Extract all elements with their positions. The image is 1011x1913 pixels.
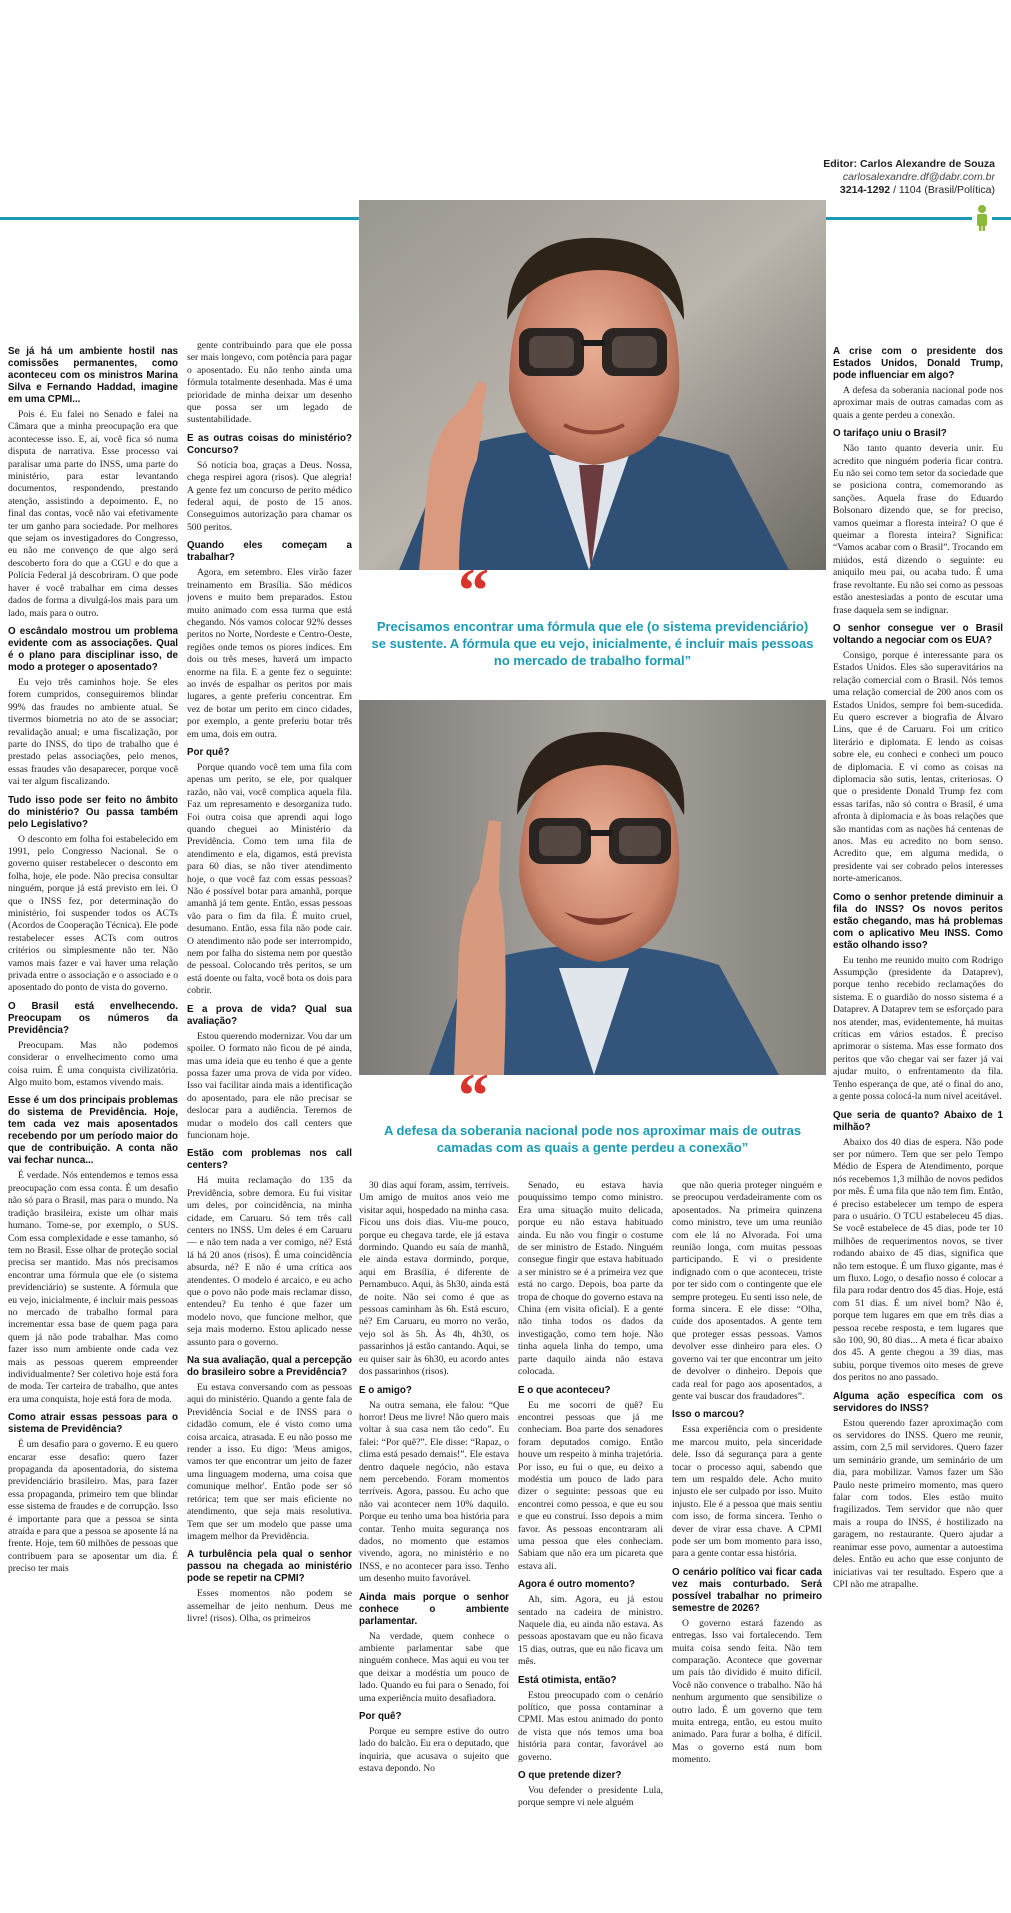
interview-answer: Na outra semana, ele falou: “Que horror! Deus me livre! Não quero mais voltar à sua casa nem tão cedo”. Eu falei: “Por quê?”. Ele disse: “Rapaz, o clima está pesado demais!”. Ele estava dentro daquele negócio, não estava nem percebendo. Foram momentos terríveis. Agora, passou. Eu acho que não vai acontecer nem 10% daquilo. Porque eu tenho uma boa história para contar. Tenho muita segurança nos dados, no momento que estamos vivendo, agora, no ministério e no INSS, e no acontecer para isso. Tenho um desenho muito favorável. <box>359 1399 509 1585</box>
interview-answer: Esses momentos não podem se assemelhar de jeito nenhum. Deus me livre! (risos). Olha, os primeiros <box>187 1588 352 1625</box>
portrait-photo-bottom <box>359 700 826 1075</box>
interview-question: Isso o marcou? <box>672 1409 745 1421</box>
interview-question: O que pretende dizer? <box>518 1770 622 1782</box>
interview-answer: Eu vejo três caminhos hoje. Se eles forem cumpridos, conseguiremos blindar 99% das fraudes no ambiente atual. Se tivermos biometria no ato de se associar; revalidação anual; e uma fiscalização, por parte do INSS, do tipo de trabalho que é prestado pelas associações, pelo menos, essas fraudes vão desaparecer, porque você vai ter algum fiscalizando. <box>8 676 178 788</box>
interview-answer: Não tanto quanto deveria unir. Eu acredito que ninguém poderia ficar contra. Eu não sei como tem setor da sociedade que se posiciona contra, comemorando as sanções. Aquela frase do Eduardo Bolsonaro dizendo que, se for preciso, vamos queimar a floresta inteira? O que é queimar a floresta inteira? Significa: “Vamos acabar com o Brasil”. Trocando em miúdos, está dizendo o seguinte: eu aniquilo meu pai, ou acaba tudo. É uma frase revoltante. Eu não sei como as pessoas estão anestesiadas a ponto de escutar uma frase daquela sem se indignar. <box>833 443 1003 616</box>
article-column-6 <box>833 340 1003 1905</box>
interview-question: O tarifaço uniu o Brasil? <box>833 428 947 440</box>
interview-answer: Há muita reclamação do 135 da Previdência, sobre demora. Eu fui visitar um deles, por coincidência, na minha cidade, em Caruaru. Só tem três call centers no INSS. Um deles é em Caruaru — e não tem nada a ver comigo, né? Está lá há 20 anos (risos). É uma coincidência absurda, né? E não é uma crítica aos atendentes. O modelo é arcaico, e eu acho que o povo não pode mais reclamar disso, entendeu? Eu tenho é que fazer um modelo novo, que funcione melhor, que seja mais moderno. Estou aplicado nesse assunto para o governo. <box>187 1175 352 1348</box>
interview-answer: Estou preocupado com o cenário político, que possa contaminar a CPMI. Mas estou animado do ponto de vista que nós temos uma boa história para contar, favorável ao governo. <box>518 1689 663 1763</box>
interview-question: A crise com o presidente dos Estados Unidos, Donald Trump, pode influenciar em algo? <box>833 346 1003 381</box>
interview-question: Estão com problemas nos call centers? <box>187 1148 352 1172</box>
interview-question: Quando eles começam a trabalhar? <box>187 540 352 564</box>
interview-answer: É um desafio para o governo. E eu quero encarar esse desafio: quero fazer propaganda da aposentadoria, do sistema previdenciário brasileiro. Mas, para fazer essa propaganda, primeiro tem que blindar esse sistema de fraudes e de corrupção. Isso é importante para que a pessoa se sinta atraída e para que a pessoa se aposente lá na frente. Hoje, tem 60 milhões de pessoas que contribuem para se aposentar um dia. É preciso ter mais <box>8 1439 178 1575</box>
interview-answer: O desconto em folha foi estabelecido em 1991, pelo Congresso Nacional. Se o governo quiser restabelecer o desconto em folha, hoje, ele pode. Não precisa consultar ninguém, porque já está previsto em lei. O que o INSS fez, por determinação do ministério, foi suspender todos os ACTs (Acordos de Cooperação Técnica). Ele pode restabelecer esses ACTs com outros critérios ou simplesmente não ter. Não vamos mais fazer e vai haver uma relação privada entre o associação e o associado e o aposentado do ponto de vista do governo. <box>8 833 178 994</box>
interview-answer: gente contribuindo para que ele possa ser mais longevo, com potência para pagar o aposentado. Eu não tenho ainda uma fórmula totalmente desenhada. Mas é uma prioridade de minha deixar um desenho que possa ser um legado de sustentabilidade. <box>187 340 352 426</box>
interview-answer: Estou querendo fazer aproximação com os servidores do INSS. Quero me reunir, assim, com 2,5 mil servidores. Quero fazer um seminário grande, um seminário de um dia, para mobilizar. Vamos fazer um São Paulo neste primeiro momento, mas quero falar com todos. Eles estão muito fragilizados. Tem servidor que não quer mais a roupa do INSS, é hostilizado na garagem, no restaurante. Quero ajudar a reanimar esse povo, aumentar a autoestima deles. Então eu acho que esse conjunto de iniciativas vai ter resultado. Espero que a CPI não me atrapalhe. <box>833 1417 1003 1590</box>
interview-question: Na sua avaliação, qual a percepção do brasileiro sobre a Previdência? <box>187 1355 352 1379</box>
interview-question: Por quê? <box>359 1711 402 1723</box>
interview-answer: Essa experiência com o presidente me marcou muito, pela sinceridade dele. Isso dá segurança para a gente tocar o processo aqui, sabendo que tem um respaldo dele. Acho muito injusto ele ser culpado por isso. Muito injusto. Ele é a pessoa que mais sentiu com isso, de forma sincera. Tenho o dever de virar essa chave. A CPMI pode ser um bom momento para isso, para a gente contar essa história. <box>672 1424 822 1560</box>
phone-number: 3214-1292 <box>839 184 891 196</box>
interview-question: Como o senhor pretende diminuir a fila do INSS? Os novos peritos estão chegando, mas há problemas com o aplicativo Meu INSS. Como estão olhando isso? <box>833 891 1003 951</box>
interview-question: Está otimista, então? <box>518 1674 617 1686</box>
interview-question: Ainda mais porque o senhor conhece o ambiente parlamentar. <box>359 1591 509 1627</box>
pull-quote-1: Precisamos encontrar uma fórmula que ele (o sistema previdenciário) se sustente. A fórmula que eu vejo, inicialmente, é incluir mais pessoas no mercado de trabalho formal” <box>371 619 814 668</box>
interview-question: Agora é outro momento? <box>518 1579 636 1591</box>
person-icon <box>972 203 992 231</box>
interview-answer: É verdade. Nós entendemos e temos essa preocupação com essa conta. É um desafio não só para o Brasil, mas para o mundo. Na tradição brasileira, existe um olhar mais humano. Tome-se, por exemplo, o SUS. Com essa complexidade e esse tamanho, só tem no Brasil. Esse olhar de proteção social precisa ser mantido. Mas nós precisamos encontrar uma fórmula que ele (o sistema previdenciário) se sustente. A fórmula que eu vejo, inicialmente, é incluir mais pessoas no mercado de trabalho formal para incrementar essa base de quem paga para quem já não pode trabalhar. Mas como fazer isso num ambiente onde cada vez mais as pessoas querem empreender individualmente? Ser coletivo hoje está fora de moda. Ter carteira de trabalho, que antes era uma conquista, hoje está fora de moda. <box>8 1170 178 1405</box>
interview-question: Alguma ação específica com os servidores do INSS? <box>833 1390 1003 1414</box>
interview-answer: A defesa da soberania nacional pode nos aproximar mais de outras camadas com as quais a gente perdeu a conexão. <box>833 385 1003 421</box>
interview-answer: O governo estará fazendo as entregas. Isso vai fortalecendo. Tem muita coisa sendo feita. Não tem comparação. Acontece que governar um país tão dividido é muito difícil. Você não convence o trabalho. Não há nenhum argumento que sensibilize o outro lado. É um governo que tem muita entrega, então, eu estou muito animado. Para furar a bolha, é difícil. Mas o governo está num bom momento. <box>672 1617 822 1766</box>
interview-answer: Senado, eu estava havia pouquíssimo tempo como ministro. Era uma situação muito delicada, porque eu não estava habituado ainda. Eu não vou fingir o costume de ser ministro de Estado. Ninguém consegue fingir que estava habituado a ser ministro se é a primeira vez que está no cargo. Depois, boa parte da tropa de choque do governo estava na China (em visita oficial). E a gente não tinha todos os dados da investigação, como tem hoje. Não tinha aquela linha do tempo, uma parte daquilo ainda não estava colocada. <box>518 1180 663 1378</box>
interview-answer: Só notícia boa, graças a Deus. Nossa, chega respirei agora (risos). Que alegria! A gente fez um concurso de perito médico federal aqui, de posto de 15 anos. Conseguimos autorização para chamar os 500 peritos. <box>187 459 352 533</box>
interview-answer: Abaixo dos 40 dias de espera. Não pode ser por número. Tem que ser pelo Tempo Médio de Espera de Atendimento, porque nós recebemos 1,3 milhão de novos pedidos por mês. É uma fila que não tem fim. Então, é preciso estabelecer um tempo de espera para o usuário. O TCU estabeleceu 45 dias. Se você estabelece de 45 dias, pode ter 10 milhões de requerimentos novos, se tiver rodando abaixo de 45 dias, significa que não tem estoque. É um fluxo gigante, mas é um fluxo. Logo, o desafio nosso é colocar a fila para rodar dentro dos 45 dias. Hoje, está com 51 dias. É um nível bom? Não é, porque tem lugares em que em três dias a pessoa recebe resposta, e tem lugares que são 100, 90, 80 dias... A meta é ficar abaixo dos 45. A gente chegou a 39 dias, mas subiu, porque tivemos oito meses de greve dos peritos no ano passado. <box>833 1136 1003 1384</box>
quote-mark-1: “ <box>458 557 489 625</box>
interview-question: E as outras coisas do ministério? Concurso? <box>187 432 352 456</box>
article-column-2 <box>187 340 352 1905</box>
interview-question: O cenário político vai ficar cada vez mais conturbado. Será possível trabalhar no primeiro semestre de 2026? <box>672 1566 822 1614</box>
portrait-photo-top <box>359 200 826 570</box>
interview-question: O Brasil está envelhecendo. Preocupam os números da Previdência? <box>8 1000 178 1036</box>
interview-question: A turbulência pela qual o senhor passou na chegada ao ministério pode se repetir na CPMI? <box>187 1549 352 1585</box>
editor-email[interactable]: carlosalexandre.df@dabr.com.br <box>842 171 995 183</box>
interview-question: Como atrair essas pessoas para o sistema de Previdência? <box>8 1412 178 1436</box>
interview-question: Se já há um ambiente hostil nas comissões permanentes, como aconteceu com os ministros Marina Silva e Fernando Haddad, imagine em uma CPMI... <box>8 346 178 405</box>
interview-answer: Porque quando você tem uma fila com apenas um perito, se ele, por qualquer razão, não vai, você complica aquela fila. Faz um represamento e desorganiza tudo. Foi outra coisa que aprendi aqui logo quando cheguei ao Ministério da Previdência. Como tem uma fila de atendimento e ela, digamos, está prevista para 60 dias, se não tiver atendimento hoje, o que você faz com essas pessoas? Não é possível botar para amanhã, porque amanhã já tem gente. Então, essas pessoas vão para o fim da fila. É muito cruel, desumano. Então, essa fila não pode cair. O atendimento não pode ser interrompido, nem por falha do sistema nem por questão de pessoal. Colocando três peritos, se um está doente ou falta, você bota os dois para cobrir. <box>187 761 352 997</box>
interview-answer: Eu estava conversando com as pessoas aqui do ministério. Quando a gente fala de Previdência Social e de INSS para o cidadão comum, ele é visto como uma coisa arcaica, atrasada. E eu não posso me render a isso. Eu digo: 'Meus amigos, vamos ter que encontrar um jeito de fazer uma linguagem moderna, uma coisa que comunique melhor'. Então pode ser só retórica; tem que ser mais eficiente no atendimento, que seja mais resolutiva. Tem que ser um modelo que passe uma imagem melhor da Previdência. <box>187 1382 352 1542</box>
interview-answer: 30 dias aqui foram, assim, terríveis. Um amigo de muitos anos veio me visitar aqui, hospedado na minha casa. Ficou uns dois dias. Viu-me pouco, porque eu chegava tarde, ele já estava dormindo. Quando eu saía de manhã, ele ainda estava dormindo, porque, aqui em Brasília, é diferente de Pernambuco. Aqui, às 5h30, ainda está de noite. Não sei como é que as pessoas caminham às 6h. Está escuro, né? Em Caruaru, eu morro no verão, vejo sol às 5h. Às 4h, 4h30, os passarinhos já estão cantando. Aqui, se eu quiser sair às 6h30, eu acordo antes dos passarinhos (risos). <box>359 1180 509 1378</box>
interview-question: E o que aconteceu? <box>518 1384 611 1396</box>
article-column-5 <box>672 1180 822 1905</box>
interview-question: E o amigo? <box>359 1384 412 1396</box>
interview-question: O escândalo mostrou um problema evidente com as associações. Qual é o plano para disciplinar isso, de modo a proteger o aposentado? <box>8 625 178 673</box>
quote-mark-2: “ <box>458 1062 489 1130</box>
article-column-3 <box>359 1180 509 1905</box>
interview-answer: Eu tenho me reunido muito com Rodrigo Assumpção (presidente da Dataprev), porque tenho recebido reclamações do sistema. E o guardião do nosso sistema é a Dataprev. A Dataprev tem se esforçado para nos atender, mas, evidentemente, há muitas críticas em vários estados. É preciso aprimorar o sistema. Mas esse formato dos peritos que vão chegar vai ser fazer já vai ajudar muito, o enfrentamento da fila. Tenho esperança de que, até o final do ano, a gente possa colocá-la num nível aceitável. <box>833 954 1003 1103</box>
interview-answer: Estou querendo modernizar. Vou dar um spoiler. O formato não ficou de pé ainda, mas uma ideia que eu tenho é que a gente possa fazer uma prova de vida por vídeo. Isso vai facilitar ainda mais a identificação do aposentado, para ele não precisar se deslocar para a audiência. Teremos de mudar o modelo dos call centers que funcionam hoje. <box>187 1030 352 1141</box>
interview-answer: Vou defender o presidente Lula, porque sempre vi nele alguém <box>518 1785 663 1809</box>
phone-extension: / 1104 (Brasil/Política) <box>893 184 995 196</box>
interview-question: Por quê? <box>187 746 230 758</box>
editor-line: Editor: Carlos Alexandre de Souza <box>823 158 995 170</box>
interview-question: Esse é um dos principais problemas do sistema de Previdência. Hoje, tem cada vez mais aposentados recebendo por um período maior do que de contribuição. A conta não vai fechar nunca... <box>8 1095 178 1167</box>
interview-question: O senhor consegue ver o Brasil voltando a negociar com os EUA? <box>833 622 1003 646</box>
pull-quote-2: A defesa da soberania nacional pode nos aproximar mais de outras camadas com as quais a gente perdeu a conexão” <box>383 1123 802 1155</box>
interview-question: Tudo isso pode ser feito no âmbito do ministério? Ou passa também pelo Legislativo? <box>8 794 178 830</box>
interview-answer: Consigo, porque é interessante para os Estados Unidos. Eles são superavitários na relação comercial com o Brasil. Nós temos uma relação comercial de 200 anos com os Estados Unidos, sempre foi bem-sucedida. Eu quero escrever a biografia de Álvaro Lins, que é de Caruaru. Foi um crítico literário e diplomata. E lendo as coisas sobre ele, eu conheci e conheci um pouco de diplomacia. E vi como as coisas na diplomacia são sutis, lentas, criteriosas. O que o presidente Donald Trump fez com essas tarifas, não só contra o Brasil, é uma afronta à diplomacia e às boas relações que são mantidas com as nações há centenas de anos. Mas eu acredito no bom senso. Acredito que, em alguma medida, o presidente vai ser cobrado pelos interesses norte-americanos. <box>833 649 1003 885</box>
article-column-4 <box>518 1180 663 1905</box>
interview-answer: Ah, sim. Agora, eu já estou sentado na cadeira de ministro. Naquele dia, eu ainda não estava. As pessoas apostavam que eu não ficava 15 dias, outras, que eu não ficava um mês. <box>518 1594 663 1668</box>
masthead <box>790 158 995 197</box>
interview-answer: que não queria proteger ninguém e se preocupou verdadeiramente com os aposentados. Na primeira quinzena como ministro, teve um uma reunião com ele lá no Alvorada. Foi uma reunião longa, com muitas pessoas participando. E vi o presidente indignado com o que aconteceu, triste por ter sido com o contingente que ele sempre protegeu. Eu senti isso nele, de forma sincera. E ele disse: “Olha, cuide dos aposentados. A gente tem que proteger essas pessoas. Vamos devolver esse dinheiro para eles. O governo vai ter que encontrar um jeito de devolver o dinheiro. Depois que cada real for pago aos aposentados, a gente vai buscar dos fraudadores”. <box>672 1180 822 1402</box>
interview-answer: Eu me socorri de quê? Eu encontrei pessoas que já me conheciam. Boa parte dos senadores foram deputados comigo. Então houve um respeito à minha trajetória. Por isso, eu fui o que, eu deixo a modéstia um pouco de lado para dizer o seguinte: pessoas que eu encontrei como pessoa, e que eu sou e que eu construí. Isso depois a mim favor. As pessoas encontraram ali uma pessoa que eles conheciam. Sabiam que não era um picareta que estava ali. <box>518 1399 663 1572</box>
interview-question: E a prova de vida? Qual sua avaliação? <box>187 1003 352 1027</box>
interview-question: Que seria de quanto? Abaixo de 1 milhão? <box>833 1109 1003 1133</box>
interview-answer: Agora, em setembro. Eles virão fazer treinamento em Brasília. São médicos jovens e muito bem preparados. Estou muito animado com essa turma que está chegando. Nós vamos colocar 92% desses peritos no Norte, Nordeste e Centro-Oeste, regiões onde temos os piores índices. Em dois ou três meses, haverá um impacto enorme na fila. E a gente fez o seguinte: ao invés de espalhar os peritos por mais lugares, a gente preferiu concentrar. Em vez de botar um perito em cinco cidades, por exemplo, a gente preferiu botar três em uma, dois em outra. <box>187 567 352 740</box>
interview-answer: Porque eu sempre estive do outro lado do balcão. Eu era o deputado, que inquiria, que acusava o sujeito que estava depondo. No <box>359 1726 509 1775</box>
editor-phone <box>790 184 995 197</box>
interview-answer: Preocupam. Mas não podemos considerar o envelhecimento como uma coisa ruim. É uma conquista civilizatória. Algo muito bom, estamos vivendo mais. <box>8 1039 178 1089</box>
interview-answer: Na verdade, quem conhece o ambiente parlamentar sabe que ninguém conhece. Mas aqui eu vou ter que deixar a modéstia um pouco de lado. Quando eu fui para o Senado, foi uma experiência muito desafiadora. <box>359 1630 509 1704</box>
interview-answer: Pois é. Eu falei no Senado e falei na Câmara que a minha preocupação era que acontecesse isso. E, aí, você fica só numa disputa de narrativa. Esse processo vai paralisar uma parte do INSS, uma parte do ministério, para estar levantando documentos, respondendo, prestando atenção, assistindo a depoimento. E, no final das contas, você não vai efetivamente ter um ganho para sociedade. Por melhores que sejam os investigadores do Congresso, eu não me convenço de que algo será descoberto fora do que a CGU e do que a Polícia Federal já descobriram. O que pode haver é você trabalhar em cima desses dados de forma a divulgá-los mais para um lado, mais para o outro. <box>8 409 178 619</box>
article-column-1 <box>8 340 178 1905</box>
